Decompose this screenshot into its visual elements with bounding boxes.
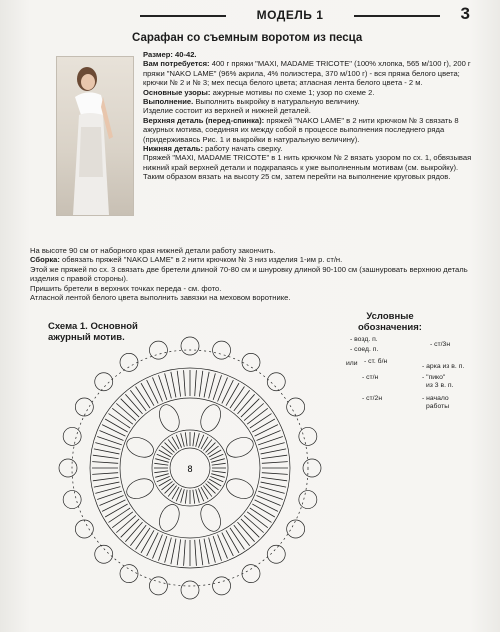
stitch-mark (147, 533, 158, 556)
stitch-mark (161, 446, 172, 455)
legend-sc: - ст. б/н (364, 358, 388, 365)
legend-chain: - возд. п. (350, 336, 378, 343)
crochet-motif-diagram (30, 308, 330, 618)
stitch-mark (181, 433, 185, 447)
stitch-mark (234, 525, 250, 546)
stitch-mark (112, 408, 133, 424)
stitch-mark (141, 530, 154, 553)
stitch-mark (152, 377, 162, 401)
bottom-part-text-2: Пряжей "MAXI, MADAME TRICOTE" в 1 нить крючком № 2 вязать узором по сх. 1, обвязывая нижний край верхней детали и подкрапаясь к уже выполненным мотивам (см. выкройку). (143, 153, 472, 172)
stitch-mark (165, 443, 175, 453)
stitch-mark (177, 371, 180, 397)
outer-picot-loop (267, 545, 285, 563)
legend-tr: - ст/2н (362, 395, 383, 402)
ribbon-paragraph: Атласной лентой белого цвета выполнить завязки на меховом воротнике. (30, 293, 291, 303)
legend-slip: - соед. п. (350, 346, 379, 353)
petal-shape (156, 402, 183, 435)
stitch-mark (196, 433, 200, 447)
legend-title-line-2: обозначения: (358, 322, 422, 333)
header-rule-left (140, 15, 226, 17)
stitch-mark (152, 535, 162, 559)
stitch-mark (207, 446, 218, 455)
stitch-mark (154, 463, 168, 465)
stitch-mark (199, 371, 202, 397)
stitch-mark (177, 539, 180, 565)
stitch-mark (261, 477, 287, 480)
stitch-mark (105, 419, 128, 432)
legend-or: или (346, 360, 358, 367)
motif-center-number: 8 (187, 464, 193, 474)
stitch-mark (97, 436, 122, 444)
outer-picot-loop (213, 577, 231, 595)
stitch-mark (260, 487, 285, 494)
stitch-mark (199, 539, 202, 565)
page-header (140, 6, 440, 26)
stitch-mark (112, 512, 133, 528)
size-value: 40-42. (175, 50, 197, 59)
petal-shape (197, 502, 224, 535)
stitch-mark (211, 474, 225, 478)
stitch-mark (99, 496, 123, 506)
stitch-mark (203, 439, 212, 450)
petal-shape (124, 434, 157, 461)
stitch-mark (136, 387, 150, 409)
stitch-mark (165, 538, 172, 563)
stitch-mark (241, 399, 259, 417)
stitch-mark (258, 491, 283, 499)
stitch-mark (109, 414, 131, 428)
stitch-mark (193, 490, 195, 504)
stitch-mark (258, 436, 283, 444)
stitch-mark (102, 425, 125, 436)
stitch-mark (247, 512, 268, 528)
straps-paragraph: Этой же пряжей по сх. 3 связать две бретели длиной 70-80 см и шнуровку длиной 90-100 см (зашнуровать верхнюю деталь изделия с правой стороны). (30, 264, 468, 284)
stitch-mark (93, 455, 119, 458)
outer-picot-loop (299, 491, 317, 509)
stitch-mark (213, 375, 221, 400)
assembly-label: Сборка: (30, 255, 60, 265)
outer-picot-loop (149, 577, 167, 595)
stitch-mark (95, 443, 120, 450)
stitch-mark (130, 390, 146, 411)
outer-picot-loop (63, 427, 81, 445)
stitch-mark (211, 459, 225, 463)
execution-text-2: Изделие состоит из верхней и нижней деталей. (143, 106, 311, 116)
legend-start-2: работы (426, 403, 450, 410)
page-number: 3 (460, 4, 470, 23)
stitch-mark (94, 449, 120, 454)
patterns-text: ажурные мотивы по схеме 1; узор по схеме 2. (212, 87, 375, 97)
stitch-mark (252, 504, 275, 517)
stitch-mark (171, 372, 176, 398)
petal-shape (124, 475, 157, 502)
stitch-mark (262, 462, 288, 464)
stitch-mark (121, 399, 139, 417)
stitch-mark (226, 383, 239, 406)
stitch-mark (181, 489, 185, 503)
stitch-mark (158, 375, 166, 400)
stitch-mark (261, 455, 287, 458)
stitch-mark (165, 373, 172, 398)
stitch-mark (237, 394, 254, 414)
stitch-mark (195, 370, 197, 396)
legend-title (358, 311, 422, 333)
petal-shape (224, 434, 257, 461)
finishing-block (30, 246, 472, 302)
stitch-mark (244, 515, 264, 532)
stitch-mark (94, 482, 120, 487)
execution-text: Выполнить выкройку в натуральную величину. (195, 97, 360, 107)
stitch-mark (206, 484, 216, 494)
bottom-part-text: работу начать сверху. (205, 144, 283, 154)
stitch-mark (218, 535, 228, 559)
stitch-mark (257, 430, 281, 440)
assembly-text: обвязать пряжей "NAKO LAME" в 2 нити крючком № 3 низ изделия 1-им р. ст/н. (62, 255, 343, 265)
legend-arch: - арка из в. п. (422, 363, 465, 370)
stitch-mark (155, 459, 169, 463)
outer-picot-loop (267, 373, 285, 391)
outer-picot-loop (120, 353, 138, 371)
petal-shape (197, 402, 224, 435)
stitch-mark (161, 481, 172, 490)
outer-picot-loop (95, 373, 113, 391)
stitch-mark (241, 519, 259, 537)
legend-title-line-1: Условные (366, 311, 414, 322)
outer-picot-loop (149, 341, 167, 359)
stitch-mark (193, 432, 195, 446)
legend-picot-2: из 3 в. п. (426, 382, 454, 389)
outer-picot-loop (303, 459, 321, 477)
outer-picot-loop (75, 398, 93, 416)
outer-picot-loop (75, 520, 93, 538)
stitch-mark (130, 525, 146, 546)
bottom-part-label: Нижняя деталь: (143, 144, 204, 154)
stitch-mark (196, 489, 200, 503)
description-block (143, 50, 473, 182)
bottom-part-text-3: Таким образом вязать на высоту 25 см, затем перейти на выполнение круговых рядов. (143, 172, 451, 182)
petal-shape (224, 475, 257, 502)
stitch-mark (168, 439, 177, 450)
size-label: Размер: (143, 50, 173, 59)
outer-picot-loop (120, 565, 138, 583)
stitch-mark (247, 408, 268, 424)
stitch-mark (237, 522, 254, 542)
stitch-mark (230, 387, 244, 409)
stitch-mark (226, 530, 239, 553)
outer-picot-loop (299, 427, 317, 445)
legend-picot: - "пико" (422, 374, 446, 381)
stitch-mark (147, 380, 158, 403)
diagram-title-line-2: ажурный мотив. (48, 332, 125, 343)
stitch-mark (213, 536, 221, 561)
stitch-mark (209, 538, 216, 563)
diagram-title-line-1: Схема 1. Основной (48, 321, 138, 332)
stitch-mark (257, 496, 281, 506)
stitch-mark (234, 390, 250, 411)
stitch-mark (158, 536, 166, 561)
top-part-text: пряжей "NAKO LAME" в 2 нити крючком № 3 связать 8 ажурных мотива, соединяя их между собой в процессе выполнения последнего ряда (придерживаясь Рис. 1 и выкройки в натуральную величину). (143, 115, 459, 144)
stitch-mark (171, 539, 176, 565)
stitch-mark (252, 419, 275, 432)
outer-picot-loop (63, 491, 81, 509)
outer-picot-loop (287, 398, 305, 416)
outer-picot-loop (287, 520, 305, 538)
height-paragraph: На высоте 90 см от наборного края нижней детали работу закончить. (30, 246, 276, 255)
stitch-mark (141, 383, 154, 406)
stitch-mark (195, 540, 197, 566)
stitch-mark (102, 500, 125, 511)
outer-picot-loop (181, 337, 199, 355)
stitch-mark (212, 463, 226, 465)
stitch-mark (260, 443, 285, 450)
needed-label: Вам потребуется: (143, 59, 210, 69)
stitch-mark (93, 477, 119, 480)
stitch-mark (95, 487, 120, 494)
article-title: Сарафан со съемным воротом из песца (132, 32, 363, 44)
stitch-mark (261, 449, 287, 454)
stitch-mark (99, 430, 123, 440)
stitch-mark (255, 425, 278, 436)
stitch-mark (207, 481, 218, 490)
stitch-mark (244, 403, 264, 420)
stitch-mark (97, 491, 122, 499)
legend-dc: - ст/н (362, 374, 379, 381)
legend-start: - начало (422, 395, 449, 402)
stitch-mark (209, 373, 216, 398)
straps-paragraph-2: Пришить бретели в верхних точках переда - см. фото. (30, 283, 222, 293)
stitch-mark (204, 372, 209, 398)
top-part-label: Верхняя деталь (перед-спинка): (143, 115, 265, 125)
patterns-label: Основные узоры: (143, 87, 211, 97)
stitch-mark (168, 485, 177, 496)
stitch-mark (250, 414, 272, 428)
outer-picot-loop (181, 581, 199, 599)
stitch-mark (261, 482, 287, 487)
stitch-mark (125, 522, 142, 542)
stitch-mark (165, 484, 175, 494)
model-figure-illustration (57, 57, 135, 217)
stitch-mark (222, 533, 233, 556)
stitch-mark (105, 504, 128, 517)
stitch-mark (212, 471, 226, 473)
petal-shape (156, 502, 183, 535)
stitch-mark (185, 490, 187, 504)
outer-picot-loop (242, 565, 260, 583)
outer-picot-loop (59, 459, 77, 477)
header-rule-right (354, 15, 440, 17)
stitch-mark (204, 539, 209, 565)
needed-text: 400 г пряжи "MAXI, MADAME TRICOTE" (100% хлопка, 565 м/100 г), 200 г пряжи "NAKO LAME" (96% акрила, 4% полиэстера, 370 м/100 г) - вся пряжа белого цвета; крючки № 2 и № 3; мех песца белого цвета; атласная лента белого цвета - 2 м. (143, 59, 471, 88)
stitch-mark (203, 485, 212, 496)
stitch-mark (222, 380, 233, 403)
stitch-mark (184, 370, 186, 396)
stitch-mark (250, 508, 272, 522)
stitch-mark (262, 473, 288, 475)
execution-label: Выполнение. (143, 97, 194, 107)
outer-picot-loop (242, 353, 260, 371)
stitch-mark (116, 403, 136, 420)
outer-picot-loop (95, 545, 113, 563)
stitch-mark (230, 528, 244, 550)
stitch-mark (184, 540, 186, 566)
stitch-mark (92, 462, 118, 464)
stitch-mark (206, 443, 216, 453)
stitch-mark (218, 377, 228, 401)
legend-dtr: - ст/3н (430, 341, 451, 348)
model-label: МОДЕЛЬ 1 (256, 8, 324, 22)
stitch-mark (109, 508, 131, 522)
stitch-mark (255, 500, 278, 511)
model-photo (56, 56, 134, 216)
stitch-mark (116, 515, 136, 532)
stitch-mark (185, 432, 187, 446)
stitch-mark (121, 519, 139, 537)
outer-picot-loop (213, 341, 231, 359)
stitch-mark (155, 474, 169, 478)
stitch-mark (154, 471, 168, 473)
stitch-mark (136, 528, 150, 550)
stitch-mark (125, 394, 142, 414)
stitch-mark (92, 473, 118, 475)
